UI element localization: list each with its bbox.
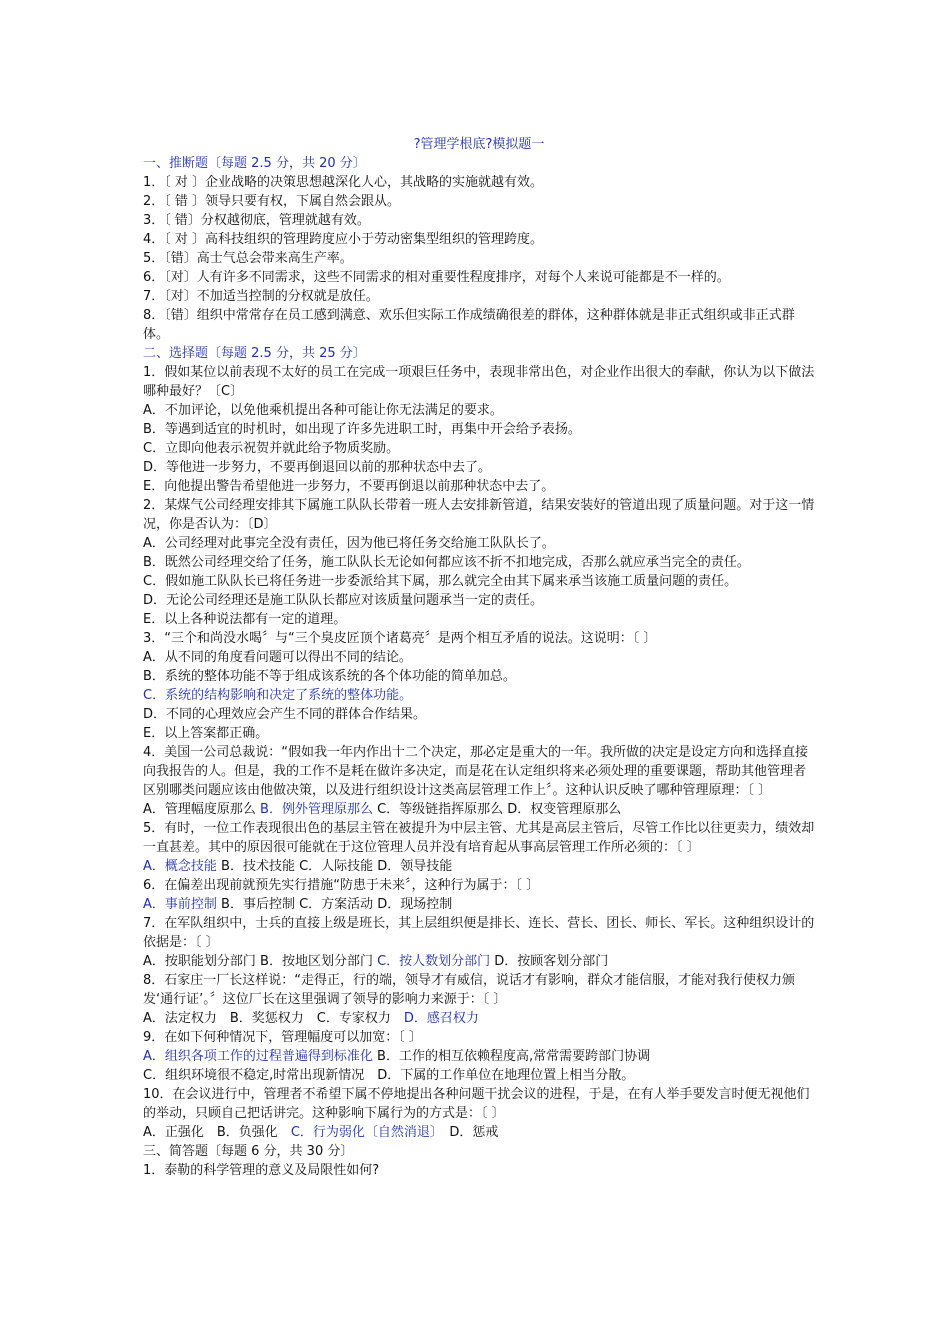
highlighted-text: C．系统的结构影响和决定了系统的整体功能。 xyxy=(143,688,413,703)
text-line xyxy=(143,553,815,572)
text-segment: 3．“三个和尚没水喝〞与“三个臭皮匠顶个诸葛亮〞是两个相互矛盾的说法。这说明：〔 〕 xyxy=(143,631,657,646)
text-line xyxy=(143,648,815,667)
text-line xyxy=(143,173,815,192)
document-page xyxy=(143,135,815,1180)
text-line xyxy=(143,401,815,420)
text-segment: 3．〔 错〕分权越彻底，管理就越有效。 xyxy=(143,213,370,228)
text-segment: A．法定权力 B．奖惩权力 C．专家权力 xyxy=(143,1011,404,1026)
highlighted-text: C．行为弱化〔自然消退〕 xyxy=(290,1125,437,1140)
text-segment: 9．在如下何种情况下，管理幅度可以加宽：〔 〕 xyxy=(143,1030,422,1045)
text-line xyxy=(143,705,815,724)
text-segment: 8．石家庄一厂长这样说：“走得正，行的端，领导才有威信，说话才有影响，群众才能信服，才能对我行使权力颁发‘通行证’。〞这位厂长在这里强调了领导的影响力来源于：〔 〕 xyxy=(143,973,796,1007)
text-line xyxy=(143,724,815,743)
text-line xyxy=(143,971,815,1009)
text-segment: 6．〔对〕人有许多不同需求，这些不同需求的相对重要性程度排序，对每个人来说可能都是不一样的。 xyxy=(143,270,730,285)
text-segment: 8．〔错〕组织中常常存在员工感到满意、欢乐但实际工作成绩确很差的群体，这种群体就是非正式组织或非正式群体。 xyxy=(143,308,795,342)
text-line xyxy=(143,306,815,344)
highlighted-text: A．概念技能 xyxy=(143,859,217,874)
text-segment: 4．美国一公司总裁说：“假如我一年内作出十二个决定，那必定是重大的一年。我所做的决定是设定方向和选择直接向我报告的人。但是，我的工作不是耗在做许多决定，而是花在认定组织将来必须处理的重要课题，帮助其他管理者区别哪类问题应该由他做决策，以及进行组织设计这类高层管理工作上〞。这种认识反映了哪种管理原理：〔 〕 xyxy=(143,745,809,798)
text-segment: A．正强化 B．负强化 xyxy=(143,1125,291,1140)
highlighted-text: 二、选择题〔每题 2.5 分，共 25 分〕 xyxy=(143,346,366,361)
text-line xyxy=(143,154,815,173)
text-segment: C．组织环境很不稳定,时常出现新情况 D．下属的工作单位在地理位置上相当分散。 xyxy=(143,1068,635,1083)
text-line xyxy=(143,743,815,800)
text-segment: B．既然公司经理交给了任务，施工队队长无论如何都应该不折不扣地完成，否那么就应承当完全的责任。 xyxy=(143,555,750,570)
text-segment: 三、简答题〔每题 6 分，共 30 分〕 xyxy=(143,1144,354,1159)
text-segment: 7．在军队组织中，士兵的直接上级是班长，其上层组织便是排长、连长、营长、团长、师长、军长。这种组织设计的依据是：〔 〕 xyxy=(143,916,815,950)
text-segment: A．管理幅度原那么 xyxy=(143,802,261,817)
text-line xyxy=(143,857,815,876)
document-body xyxy=(143,154,815,1180)
text-segment: B．系统的整体功能不等于组成该系统的各个体功能的简单加总。 xyxy=(143,669,516,684)
text-segment: E．以上答案都正确。 xyxy=(143,726,269,741)
text-segment: D．无论公司经理还是施工队队长都应对该质量问题承当一定的责任。 xyxy=(143,593,544,608)
text-line xyxy=(143,914,815,952)
text-segment: D．等他进一步努力，不要再倒退回以前的那种状态中去了。 xyxy=(143,460,492,475)
text-segment: 1．〔 对 〕企业战略的决策思想越深化人心，其战略的实施就越有效。 xyxy=(143,175,544,190)
text-segment: A．不加评论，以免他乘机提出各种可能让你无法满足的要求。 xyxy=(143,403,503,418)
text-line xyxy=(143,268,815,287)
text-segment: E．向他提出警告希望他进一步努力，不要再倒退以前那种状态中去了。 xyxy=(143,479,555,494)
text-segment: B．等遇到适宜的时机时，如出现了许多先进职工时，再集中开会给予表扬。 xyxy=(143,422,581,437)
text-line xyxy=(143,192,815,211)
text-line xyxy=(143,686,815,705)
text-line xyxy=(143,800,815,819)
text-line xyxy=(143,496,815,534)
document-title: ?管理学根底?模拟题一 xyxy=(413,137,545,152)
text-segment: C．等级链指挥原那么 D．权变管理原那么 xyxy=(372,802,622,817)
text-segment: 1．泰勒的科学管理的意义及局限性如何? xyxy=(143,1163,380,1178)
text-segment: D．不同的心理效应会产生不同的群体合作结果。 xyxy=(143,707,427,722)
highlighted-text: D．感召权力 xyxy=(403,1011,479,1026)
text-line xyxy=(143,344,815,363)
text-segment: B．工作的相互依赖程度高,常常需要跨部门协调 xyxy=(372,1049,651,1064)
text-line xyxy=(143,1161,815,1180)
text-segment: D．惩戒 xyxy=(436,1125,499,1140)
text-segment: 4．〔 对 〕高科技组织的管理跨度应小于劳动密集型组织的管理跨度。 xyxy=(143,232,544,247)
text-line xyxy=(143,477,815,496)
text-line xyxy=(143,1085,815,1123)
text-segment: E．以上各种说法都有一定的道理。 xyxy=(143,612,347,627)
text-segment: 5．〔错〕高士气总会带来高生产率。 xyxy=(143,251,353,266)
text-line xyxy=(143,420,815,439)
text-line xyxy=(143,249,815,268)
text-segment: A．按职能划分部门 B．按地区划分部门 xyxy=(143,954,378,969)
text-line xyxy=(143,211,815,230)
highlighted-text: A．事前控制 xyxy=(143,897,217,912)
text-segment: C．假如施工队队长已将任务进一步委派给其下属，那么就完全由其下属来承当该施工质量问题的责任。 xyxy=(143,574,738,589)
text-line xyxy=(143,572,815,591)
highlighted-text: C．按人数划分部门 xyxy=(377,954,491,969)
text-line xyxy=(143,895,815,914)
text-segment: 6．在偏差出现前就预先实行措施“防患于未来〞，这种行为属于：〔 〕 xyxy=(143,878,540,893)
text-line xyxy=(143,1123,815,1142)
text-line xyxy=(143,363,815,401)
text-segment: 2．某煤气公司经理安排其下属施工队队长带着一班人去安排新管道，结果安装好的管道出现了质量问题。对于这一情况，你是否认为：〔D〕 xyxy=(143,498,815,532)
text-line xyxy=(143,610,815,629)
highlighted-text: A．组织各项工作的过程普遍得到标准化 xyxy=(143,1049,373,1064)
text-segment: 7．〔对〕不加适当控制的分权就是放任。 xyxy=(143,289,379,304)
text-segment: 1．假如某位以前表现不太好的员工在完成一项艰巨任务中，表现非常出色，对企业作出很大的奉献，你认为以下做法哪种最好？〔C〕 xyxy=(143,365,815,399)
text-line xyxy=(143,458,815,477)
text-segment: 2．〔 错 〕领导只要有权，下属自然会跟从。 xyxy=(143,194,401,209)
text-line xyxy=(143,1142,815,1161)
text-segment: A．从不同的角度看问题可以得出不同的结论。 xyxy=(143,650,412,665)
text-segment: B．事后控制 C．方案活动 D．现场控制 xyxy=(216,897,453,912)
text-line xyxy=(143,819,815,857)
highlighted-text: 一、推断题〔每题 2.5 分，共 20 分〕 xyxy=(143,156,366,171)
text-segment: 5．有时，一位工作表现很出色的基层主管在被提升为中层主管、尤其是高层主管后，尽管工作比以往更卖力，绩效却一直甚差。其中的原因很可能就在于这位管理人员并没有培育起从事高层管理工作所必须的：〔 〕 xyxy=(143,821,815,855)
text-segment: C．立即向他表示祝贺并就此给予物质奖励。 xyxy=(143,441,400,456)
text-line xyxy=(143,629,815,648)
highlighted-text: B．例外管理原那么 xyxy=(260,802,373,817)
text-line xyxy=(143,952,815,971)
text-line xyxy=(143,230,815,249)
text-line xyxy=(143,287,815,306)
text-line xyxy=(143,1009,815,1028)
text-line xyxy=(143,1047,815,1066)
text-line xyxy=(143,1066,815,1085)
text-line xyxy=(143,534,815,553)
text-line xyxy=(143,667,815,686)
text-segment: B．技术技能 C．人际技能 D．领导技能 xyxy=(216,859,453,874)
text-segment: A．公司经理对此事完全没有责任，因为他已将任务交给施工队队长了。 xyxy=(143,536,555,551)
text-line xyxy=(143,1028,815,1047)
text-line xyxy=(143,591,815,610)
text-line xyxy=(143,439,815,458)
text-segment: D．按顾客划分部门 xyxy=(490,954,609,969)
text-line xyxy=(143,876,815,895)
text-segment: 10．在会议进行中，管理者不希望下属不停地提出各种问题干扰会议的进程，于是，在有人举手要发言时便无视他们的举动，只顾自己把话讲完。这种影响下属行为的方式是：〔 〕 xyxy=(143,1087,810,1121)
